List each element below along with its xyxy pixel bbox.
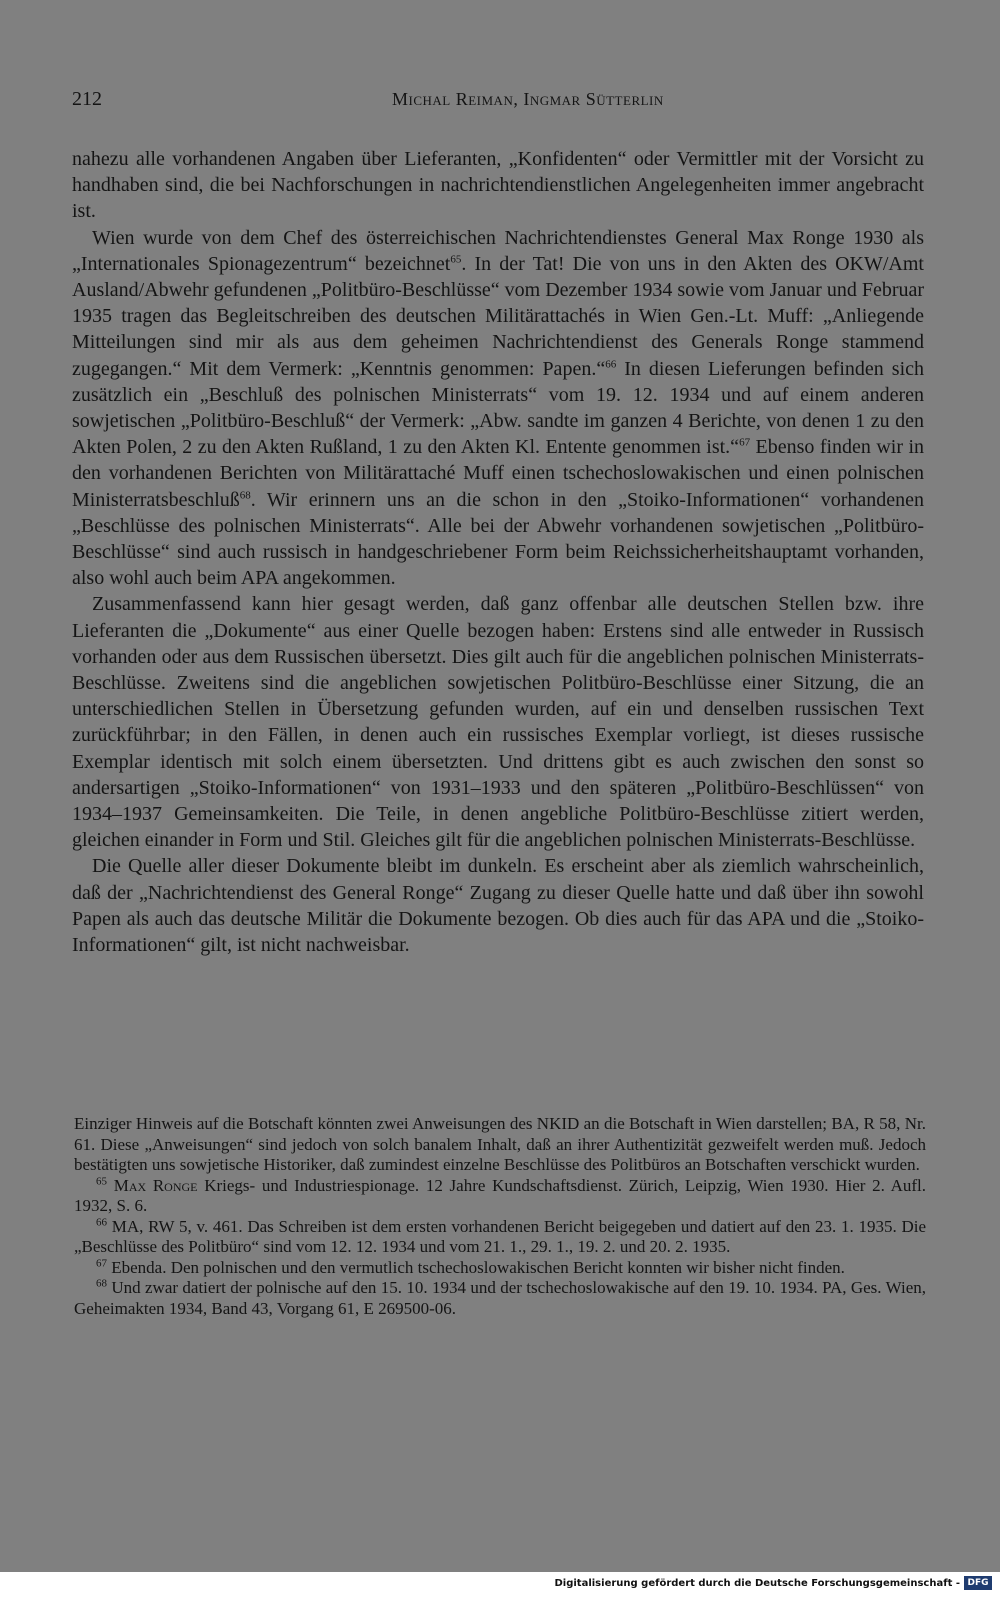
footnote-66: $^{66}$ MA, RW 5, v. 461. Das Schreiben ist dem ersten vorhandenen Bericht beigegeben und datiert auf den 23. 1. 1935. Die „Beschlüsse des Politbüro“ sind vom 12. 12. 1934 und vom 21. 1., 29. 1., 19. 2. und 20. 2. 1935. bbox=[74, 1215, 926, 1256]
footnote-68: $^{68}$ Und zwar datiert der polnische auf den 15. 10. 1934 und der tschechoslowakische auf den 19. 10. 1934. PA, Ges. Wien, Geheimakten 1934, Band 43, Vorgang 61, E 269500-06. bbox=[74, 1277, 926, 1318]
footnote-ref: 65 bbox=[450, 253, 462, 266]
footnote-ref: 68 bbox=[239, 488, 251, 501]
digitization-footer bbox=[0, 1572, 1000, 1597]
footnote-67: $^{67}$ Ebenda. Den polnischen und den vermutlich tschechoslowakischen Bericht konnten wir bisher nicht finden. bbox=[96, 1256, 845, 1277]
footnotes bbox=[74, 1114, 926, 1319]
footnote-ref: 67 bbox=[739, 436, 751, 449]
paragraph: Wien wurde von dem Chef des österreichischen Nachrichtendienstes General Max Ronge 1930 als „Internationales Spionagezentrum“ bezeichnet$^{65}$. In der Tat! Die von uns in den Akten des OKW/Amt Ausland/Abwehr gefundenen „Politbüro-Beschlüsse“ vom Dezember 1934 sowie vom Januar und Februar 1935 tragen das Begleitschreiben des deutschen Militärattachés in Wien Gen.-Lt. Muff: „Anliegende Mitteilungen sind mir als aus dem geheimen Nachrichtendienst des Generals Ronge stammend zugegangen.“ Mit dem Vermerk: „Kenntnis genommen: Papen.“$^{66}$ In diesen Lieferungen befinden sich zusätzlich ein „Beschluß des polnischen Ministerrats“ vom 19. 12. 1934 und auf einem anderen sowjetischen „Politbüro-Beschluß“ der Vermerk: „Abw. sandte im ganzen 4 Berichte, von denen 1 zu den Akten Polen, 2 zu den Akten Rußland, 1 zu den Akten Kl. Entente genommen ist.“$^{67}$ Ebenso finden wir in den vorhandenen Berichten von Militärattaché Muff einen tschechoslowakischen und einen polnischen Ministerratsbeschluß$^{68}$. Wir erinnern uns an die schon in den „Stoiko-Informationen“ vorhandenen „Beschlüsse des polnischen Ministerrats“. Alle bei der Abwehr vorhandenen sowjetischen „Politbüro-Beschlüsse“ sind auch russisch in handgeschriebener Form beim Reichssicherheitshauptamt vorhanden, also wohl auch beim APA angekommen. bbox=[72, 226, 925, 590]
running-head: Michal Reiman, Ingmar Sütterlin bbox=[392, 89, 664, 109]
funding-note: Digitalisierung gefördert durch die Deutsche Forschungsgemeinschaft - bbox=[554, 1578, 960, 1589]
main-text bbox=[72, 146, 924, 958]
page-header bbox=[72, 88, 932, 118]
paragraph: Die Quelle aller dieser Dokumente bleibt im dunkeln. Es erscheint aber als ziemlich wahrscheinlich, daß der „Nachrichtendienst des General Ronge“ Zugang zu dieser Quelle hatte und daß über ihn sowohl Papen als auch das deutsche Militär die Dokumente bezogen. Ob dies auch für das APA und die „Stoiko-Informationen“ gilt, ist nicht nachweisbar. bbox=[72, 855, 924, 957]
footnote-65: $^{65}$ Max Ronge Kriegs- und Industriespionage. 12 Jahre Kundschaftsdienst. Zürich, Leipzig, Wien 1930. Hier 2. Aufl. 1932, S. 6. bbox=[74, 1174, 927, 1215]
dfg-logo-icon: DFG bbox=[964, 1576, 992, 1590]
page-number: 212 bbox=[72, 88, 102, 110]
paragraph: nahezu alle vorhandenen Angaben über Lieferanten, „Konfidenten“ oder Vermittler mit der Vorsicht zu handhaben sind, die bei Nachforschungen in nachrichtendienstlichen Angelegenheiten immer angebracht ist. bbox=[72, 148, 924, 223]
footnote-continuation: Einziger Hinweis auf die Botschaft könnten zwei Anweisungen des NKID an die Botschaft in Wien darstellen; BA, R 58, Nr. 61. Diese „Anweisungen“ sind jedoch von solch banalem Inhalt, daß an ihrer Authentizität gezweifelt werden muß. Jedoch bestätigten uns sowjetische Historiker, daß zumindest einzelne Beschlüsse des Politbüros an Botschaften verschickt wurden. bbox=[74, 1114, 926, 1174]
paragraph: Zusammenfassend kann hier gesagt werden, daß ganz offenbar alle deutschen Stellen bzw. ihre Lieferanten die „Dokumente“ aus einer Quelle bezogen haben: Erstens sind alle entweder in Russisch vorhanden oder aus dem Russischen übersetzt. Dies gilt auch für die angeblichen polnischen Ministerrats-Beschlüsse. Zweitens sind die angeblichen sowjetischen Politbüro-Beschlüsse einer Sitzung, die an unterschiedlichen Stellen in Übersetzung gefunden wurden, auf ein und denselben russischen Text zurückführbar; in den Fällen, in denen auch ein russisches Exemplar vorliegt, ist dieses russische Exemplar identisch mit solch einem übersetzten. Und drittens gibt es auch zwischen den sonst so andersartigen „Stoiko-Informationen“ von 1931–1933 und den späteren „Politbüro-Beschlüssen“ von 1934–1937 Gemeinsamkeiten. Die Teile, in denen angebliche Politbüro-Beschlüsse zitiert werden, gleichen einander in Form und Stil. Gleiches gilt für die angeblichen polnischen Ministerrats-Beschlüsse. bbox=[72, 593, 924, 852]
footnote-ref: 66 bbox=[605, 357, 617, 370]
footnote-author: Max Ronge bbox=[113, 1175, 198, 1195]
